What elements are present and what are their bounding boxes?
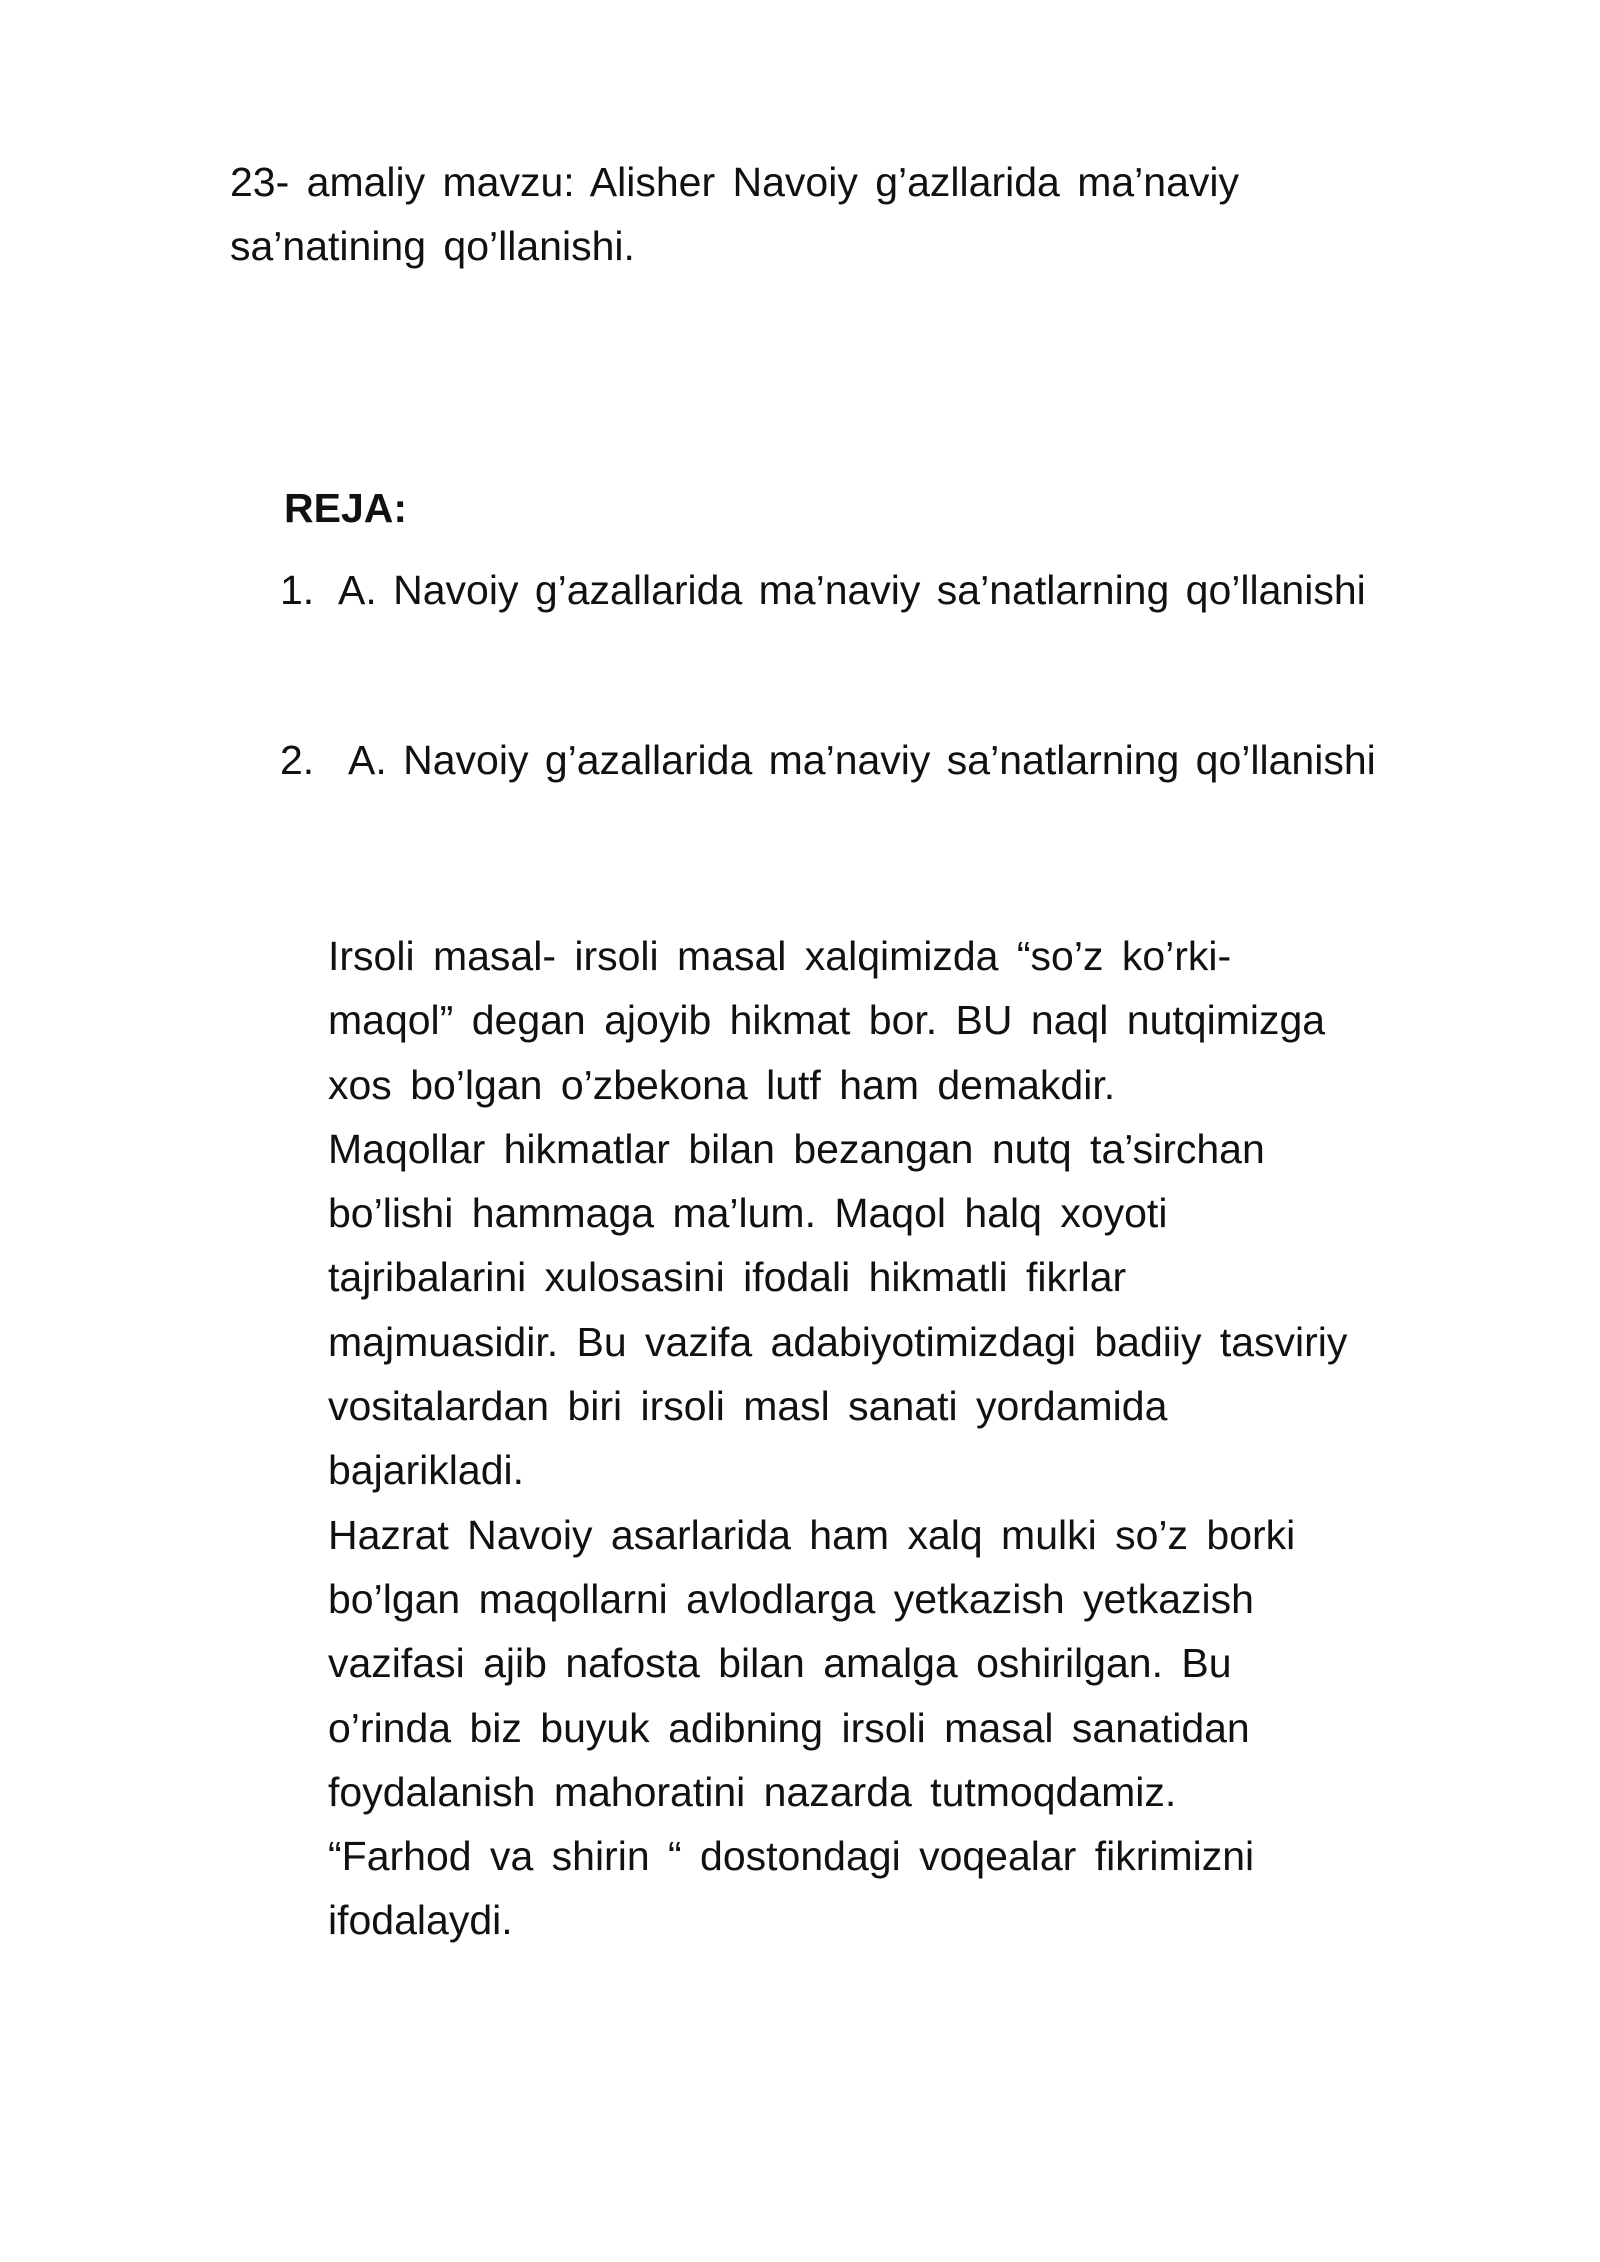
- body-paragraph: [328, 924, 1528, 1953]
- body-line: ifodalaydi.: [328, 1897, 513, 1944]
- body-line: Irsoli masal- irsoli masal xalqimizda “so’z ko’rki-: [328, 933, 1232, 979]
- body-line: xos bo’lgan o’zbekona lutf ham demakdir.: [328, 1061, 1116, 1108]
- title-line: sa’natining qo’llanishi.: [230, 223, 635, 269]
- body-line: tajribalarini xulosasini ifodali hikmatli fikrlar: [328, 1254, 1127, 1301]
- body-line: majmuasidir. Bu vazifa adabiyotimizdagi badiiy tasviriy: [328, 1318, 1348, 1365]
- body-line: Maqollar hikmatlar bilan bezangan nutq ta’sirchan: [328, 1125, 1265, 1172]
- body-line: maqol” degan ajoyib hikmat bor. BU naql nutqimizga: [328, 997, 1326, 1044]
- body-line: bajarikladi.: [328, 1447, 524, 1494]
- body-line: foydalanish mahoratini nazarda tutmoqdamiz.: [328, 1768, 1177, 1815]
- body-line: o’rinda biz buyuk adibning irsoli masal sanatidan: [328, 1704, 1250, 1751]
- plan-item-text: A. Navoiy g’azallarida ma’naviy sa’natlarning qo’llanishi: [338, 567, 1366, 613]
- plan-item: [280, 730, 1376, 790]
- title-line: 23- amaliy mavzu: Alisher Navoiy g’azllarida ma’naviy: [230, 159, 1239, 205]
- body-line: Hazrat Navoiy asarlarida ham xalq mulki so’z borki: [328, 1511, 1296, 1558]
- document-title: [230, 150, 1410, 278]
- plan-item-number: 2.: [280, 737, 315, 783]
- plan-item-number: 1.: [280, 567, 315, 613]
- plan-item-text: A. Navoiy g’azallarida ma’naviy sa’natlarning qo’llanishi: [348, 737, 1376, 783]
- body-line: vazifasi ajib nafosta bilan amalga oshirilgan. Bu: [328, 1640, 1232, 1687]
- body-line: bo’lishi hammaga ma’lum. Maqol halq xoyoti: [328, 1190, 1168, 1237]
- body-line: “Farhod va shirin “ dostondagi voqealar fikrimizni: [328, 1833, 1255, 1880]
- plan-heading: REJA:: [284, 485, 408, 531]
- body-line: bo’lgan maqollarni avlodlarga yetkazish yetkazish: [328, 1575, 1254, 1622]
- plan-item: [280, 560, 1366, 620]
- body-line: vositalardan biri irsoli masl sanati yordamida: [328, 1383, 1168, 1430]
